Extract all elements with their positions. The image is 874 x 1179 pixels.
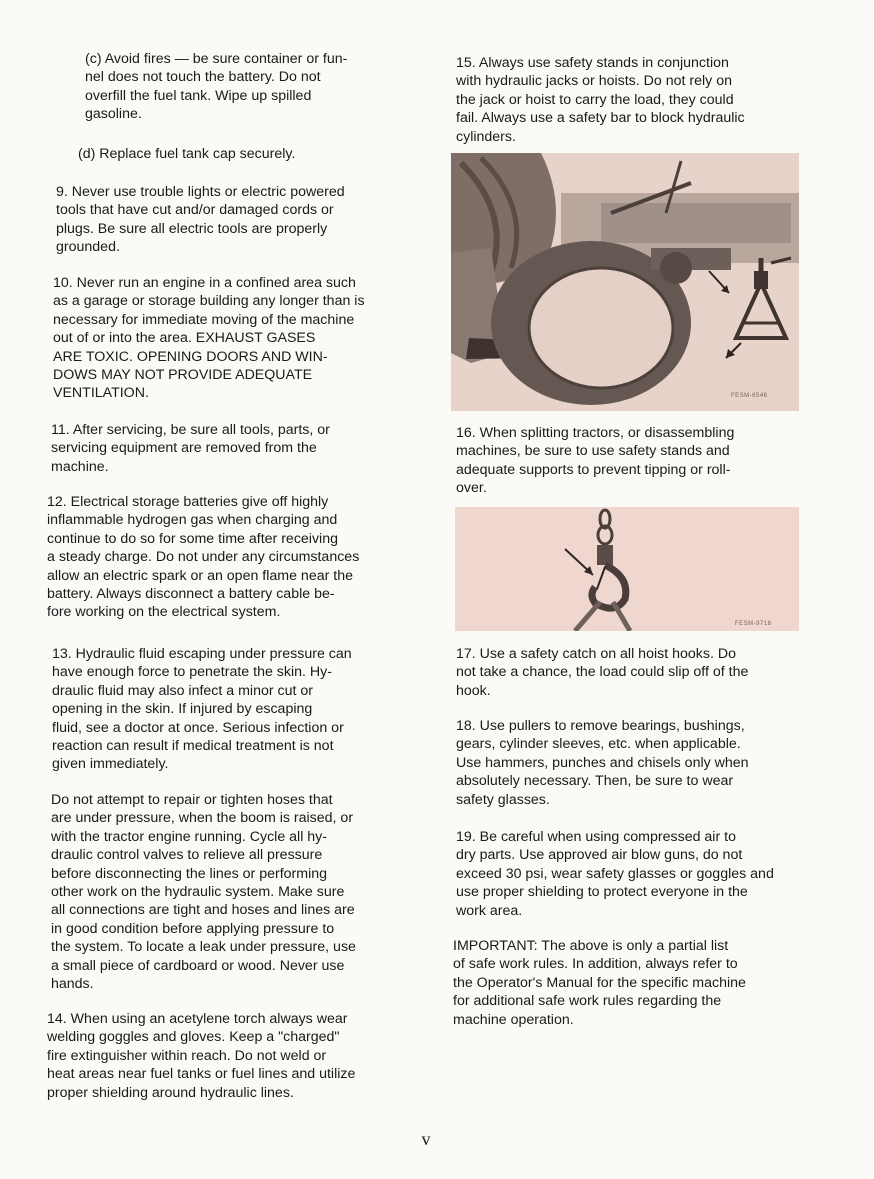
rule-8d: (d) Replace fuel tank cap securely. [78,146,296,162]
rule-18: 18. Use pullers to remove bearings, bushings, gears, cylinder sleeves, etc. when applicable. Use hammers, punches and chisels only when absolutely necessary. Then, be sure to wear safety glasses. [456,718,749,808]
hoist-hook-photo [455,507,799,631]
rule-17: 17. Use a safety catch on all hoist hooks. Do not take a chance, the load could slip off of the hook. [456,646,749,699]
photo-code-label: FESM-9718 [735,621,772,627]
rule-8c: (c) Avoid fires — be sure container or fun- nel does not touch the battery. Do not overfill the fuel tank. Wipe up spilled gasoline. [85,51,348,123]
rule-14: 14. When using an acetylene torch always wear welding goggles and gloves. Keep a "charged" fire extinguisher within reach. Do not weld or heat areas near fuel tanks or fuel lines and utilize proper shielding around hydraulic lines. [47,1011,356,1101]
tractor-safety-stand-photo [451,153,799,411]
rule-15: 15. Always use safety stands in conjunction with hydraulic jacks or hoists. Do not rely on the jack or hoist to carry the load, they could fail. Always use a safety bar to block hydraulic cylinders. [456,55,745,145]
rule-16: 16. When splitting tractors, or disassembling machines, be sure to use safety stands and adequate supports to prevent tipping or roll- over. [456,425,735,497]
rule-12: 12. Electrical storage batteries give off highly inflammable hydrogen gas when charging and continue to do so for some time after receiving a steady charge. Do not under any circumstances allow an electric spark or an open flame near the battery. Always disconnect a battery cable be- fore working on the electrical system. [47,494,360,621]
important-note: IMPORTANT: The above is only a partial list of safe work rules. In addition, always refer to the Operator's Manual for the specific machine for additional safe work rules regarding the machine operation. [453,938,746,1028]
tractor-safety-stand-illustration [451,153,799,411]
rule-19: 19. Be careful when using compressed air to dry parts. Use approved air blow guns, do not exceed 30 psi, wear safety glasses or goggles and use proper shielding to protect everyone in the work area. [456,829,774,919]
rule-10: 10. Never run an engine in a confined area such as a garage or storage building any longer than is necessary for immediate moving of the machine out of or into the area. EXHAUST GASES ARE TOXIC. OPENING DOORS AND WIN- DOWS MAY NOT PROVIDE ADEQUATE VENTILATION. [53,275,365,402]
photo-code-label: FESM-6546 [731,393,768,399]
rule-13-continued: Do not attempt to repair or tighten hoses that are under pressure, when the boom is raised, or with the tractor engine running. Cycle all hy- draulic control valves to relieve all pressure before disconnecting the lines or performing other work on the hydraulic system. Make sure all connections are tight and hoses and lines are in good condition before applying pressure to the system. To locate a leak under pressure, use a small piece of cardboard or wood. Never use hands. [51,792,356,993]
rule-13: 13. Hydraulic fluid escaping under pressure can have enough force to penetrate the skin. Hy- draulic fluid may also infect a minor cut or opening in the skin. If injured by escaping fluid, see a doctor at once. Serious infection or reaction can result if medical treatment is not given immediately. [52,646,352,773]
page-number: v [421,1129,431,1149]
rule-9: 9. Never use trouble lights or electric powered tools that have cut and/or damaged cords or plugs. Be sure all electric tools are properly grounded. [56,184,345,256]
hoist-hook-illustration [455,507,799,631]
rule-11: 11. After servicing, be sure all tools, parts, or servicing equipment are removed from the machine. [51,422,330,475]
